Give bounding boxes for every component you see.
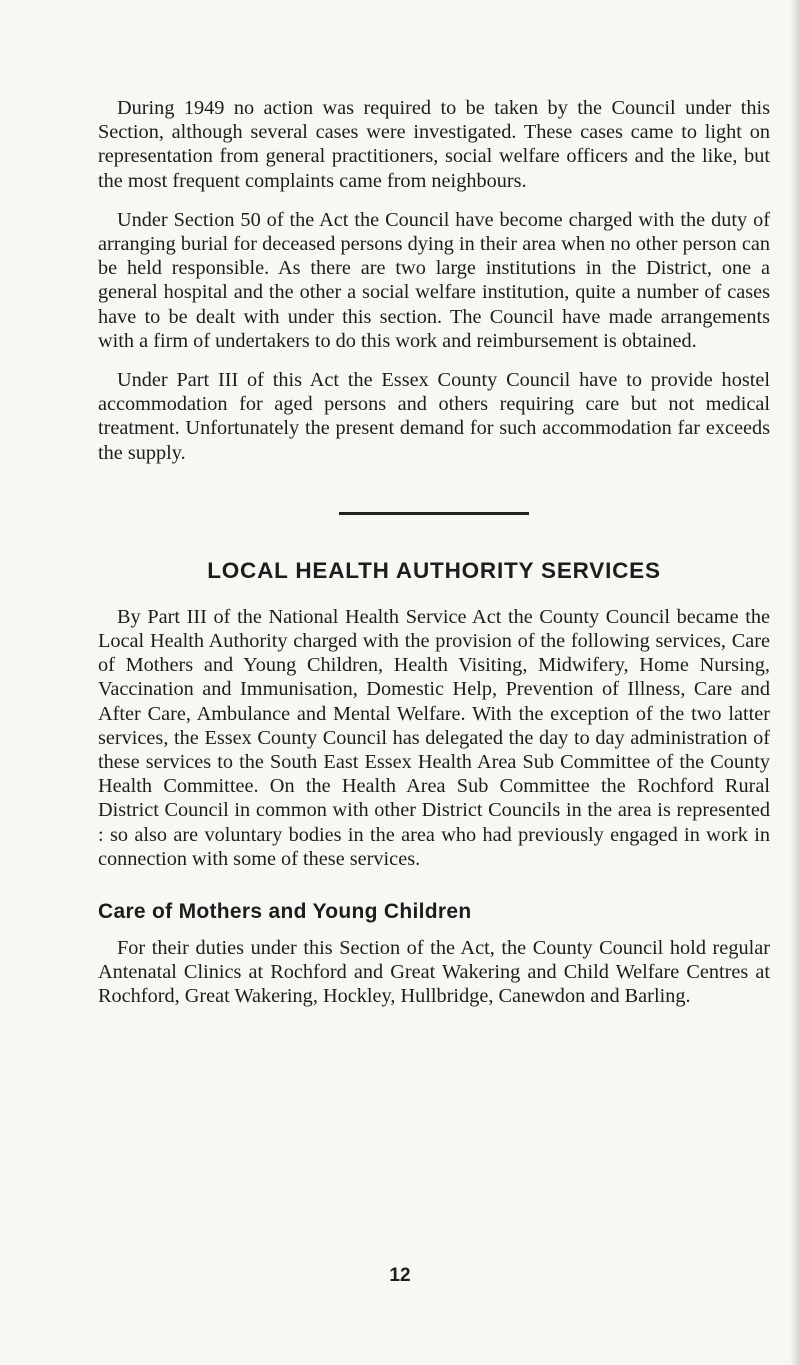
section-title: LOCAL HEALTH AUTHORITY SERVICES	[207, 557, 661, 583]
paragraph-investigations: During 1949 no action was required to be taken by the Council under this Section, although several cases were investigated. These cases came to light on representation from general practitioners, social welfare officers and the like, but the most frequent complaints came from neighbours.	[98, 97, 770, 192]
section-divider	[339, 512, 529, 515]
page-number: 12	[389, 1265, 411, 1286]
paragraph-hostel-accommodation: Under Part III of this Act the Essex County Council have to provide hostel accommodation for aged persons and others requiring care but not medical treatment. Unfortunately the present demand for such accommodation far exceeds the supply.	[98, 369, 770, 464]
paragraph-local-health-authority: By Part III of the National Health Service Act the County Council became the Local Health Authority charged with the provision of the following services, Care of Mothers and Young Children, Health Visiting, Midwifery, Home Nursing, Vaccination and Immunisation, Domestic Help, Prevention of Illness, Care and After Care, Ambulance and Mental Welfare. With the exception of the two latter services, the Essex County Council has delegated the day to day administration of these services to the South East Essex Health Area Sub Committee of the County Health Committee. On the Health Area Sub Committee the Rochford Rural District Council in common with other District Councils in the area is represented : so also are voluntary bodies in the area who had previously engaged in work in connection with some of these services.	[98, 605, 770, 870]
paragraph-clinics: For their duties under this Section of the Act, the County Council hold regular Antenatal Clinics at Rochford and Great Wakering and Child Welfare Centres at Rochford, Great Wakering, Hockley, Hullbridge, Canewdon and Barling.	[98, 937, 770, 1008]
page-edge-shadow	[790, 0, 800, 1365]
paragraph-burial-duty: Under Section 50 of the Act the Council have become charged with the duty of arranging burial for deceased persons dying in their area when no other person can be held responsible. As there are two large institutions in the District, one a general hospital and the other a social welfare institution, quite a number of cases have to be dealt with under this section. The Council have made arrangements with a firm of undertakers to do this work and reimbursement is obtained.	[98, 208, 770, 352]
document-body	[98, 96, 770, 1024]
subsection-title: Care of Mothers and Young Children	[98, 900, 472, 924]
